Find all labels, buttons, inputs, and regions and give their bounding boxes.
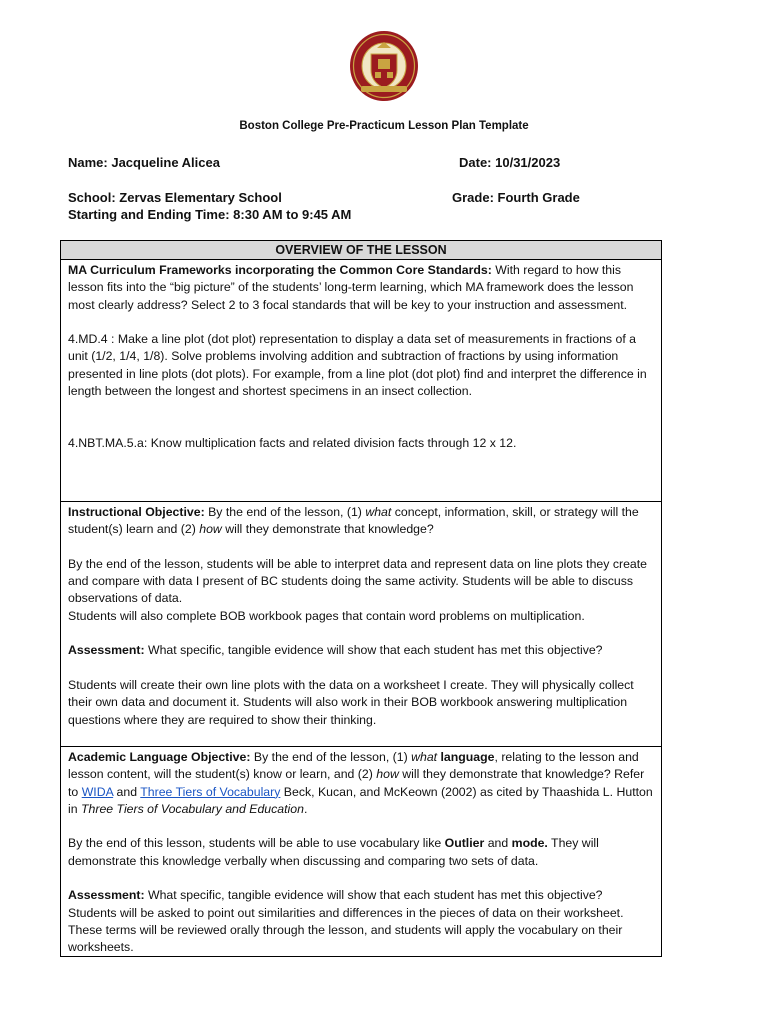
school-name: School: Zervas Elementary School [68,190,282,205]
academic-label: Academic Language Objective: [68,750,251,764]
instructional-assessment-prompt: Assessment: What specific, tangible evidence will show that each student has met this objective? [68,643,603,658]
instructional-prompt: Instructional Objective: By the end of the lesson, (1) what concept, information, skill, or strategy will the student(s) learn and (2) how will they demonstrate that knowledge? [68,505,639,537]
lesson-overview-table [60,240,662,957]
instructional-assessment-answer: Students will create their own line plots with the data on a worksheet I create. They will physically collect their own data and document it. Students will also work in their BOB workbook answering multiplication questions where they are required to show their thinking. [68,677,634,727]
standard-4md4: 4.MD.4 : Make a line plot (dot plot) representation to display a data set of measurements in fractions of a unit (1/2, 1/4, 1/8). Solve problems involving addition and subtraction of fractions by using information presented in line plots (dot plots). For example, from a line plot (dot plot) find and interpret the difference in length between the longest and shortest specimens in an insect collection. [68,332,647,399]
assessment-label: Assessment: [68,643,145,658]
wida-link[interactable]: WIDA [81,784,114,799]
document-title: Boston College Pre-Practicum Lesson Plan Template [239,120,529,132]
standard-4nbt: 4.NBT.MA.5.a: Know multiplication facts and related division facts through 12 x 12. [68,435,517,450]
academic-prompt: Academic Language Objective: By the end of the lesson, (1) what language, relating to the lesson and lesson content, will the student(s) know or learn, and (2) how will they demonstrate that knowledge? Refer to WIDA and Three Tiers of Vocabulary Beck, Kucan, and McKeown (2002) as cited by Thaashida L. Hutton in Three Tiers of Vocabulary and Education. [68,750,653,816]
lesson-date: Date: 10/31/2023 [459,155,561,170]
assessment-label: Assessment: [68,888,145,903]
academic-answer: By the end of this lesson, students will be able to use vocabulary like Outlier and mode. They will demonstrate this knowledge verbally when discussing and comparing two sets of data. [68,836,599,868]
instructional-label: Instructional Objective: [68,505,205,519]
table-header: OVERVIEW OF THE LESSON [61,241,661,260]
instructional-objective-cell [61,501,661,746]
standards-intro: With regard to how this lesson fits into the “big picture” of the students’ long-term learning, which MA framework does the lesson most clearly address? Select 2 to 3 focal standards that will be key to your instruction and assessment. [68,263,634,312]
instructional-answer: By the end of the lesson, students will be able to interpret data and represent data on line plots they create and compare with data I present of BC students doing the same activity. Students will be able to discuss observations of data. [68,556,648,606]
boston-college-seal [349,30,419,102]
grade-level: Grade: Fourth Grade [452,190,580,205]
standards-prompt [68,262,654,314]
standards-label: MA Curriculum Frameworks incorporating the Common Core Standards: [68,263,492,277]
academic-assessment-answer: Students will be asked to point out similarities and differences in the pieces of data on their worksheet. These terms will be reviewed orally through the lesson, and students will apply the vocabulary on their worksheets. [68,905,624,955]
standards-cell [61,260,661,501]
student-name: Name: Jacqueline Alicea [68,155,220,170]
academic-assessment-prompt: Assessment: What specific, tangible evidence will show that each student has met this objective? [68,888,603,903]
instructional-answer-bob: Students will also complete BOB workbook pages that contain word problems on multiplication. [68,608,585,623]
academic-language-cell [61,746,661,956]
lesson-time: Starting and Ending Time: 8:30 AM to 9:45 AM [68,207,352,222]
three-tiers-link[interactable]: Three Tiers of Vocabulary [140,784,281,799]
